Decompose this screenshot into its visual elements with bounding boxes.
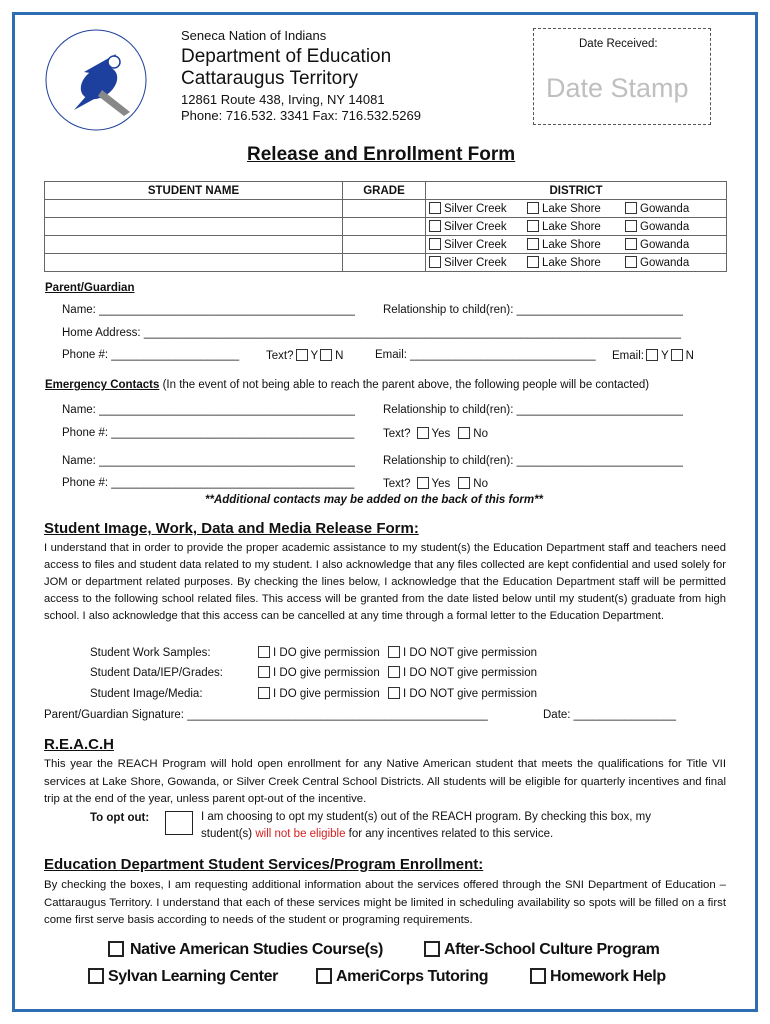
checkbox[interactable] <box>429 238 441 250</box>
services-heading: Education Department Student Services/Program Enrollment: <box>44 856 484 873</box>
checkbox[interactable] <box>527 202 539 214</box>
email-no-checkbox[interactable] <box>671 349 683 361</box>
checkbox[interactable] <box>527 256 539 268</box>
grade-cell[interactable] <box>343 254 426 272</box>
text-yes-checkbox[interactable] <box>296 349 308 361</box>
release-heading: Student Image, Work, Data and Media Release Form: <box>44 520 419 537</box>
checkbox[interactable] <box>527 220 539 232</box>
emergency2-phone-field[interactable]: Phone #: ______________________________________ <box>62 477 355 489</box>
service-sylvan-learning: Sylvan Learning Center <box>88 968 278 986</box>
parent-heading: Parent/Guardian <box>45 282 135 294</box>
services-body: By checking the boxes, I am requesting additional information about the services offered through the SNI Department of Education – Cattaraugus Territory. I understand that each of these services might be limited in scheduling availability so spots will be filled on a first come first serve basis according to needs of the student or programing requirements. <box>44 879 726 926</box>
reach-body: This year the REACH Program will hold open enrollment for any Native American student that meets the qualifications for Title VII services at Lake Shore, Gowanda, or Silver Creek Central School Districts. All students will be eligible for quarterly incentives and final trip at the end of the year, unless parent opt-out of the incentive. <box>44 758 726 805</box>
parent-name-field[interactable]: Name: ________________________________________ <box>62 304 355 316</box>
checkbox[interactable] <box>625 256 637 268</box>
grade-cell[interactable] <box>343 218 426 236</box>
table-row <box>45 254 727 272</box>
opt-out-line1: I am choosing to opt my student(s) out of the REACH program. By checking this box, my <box>201 811 651 823</box>
checkbox[interactable] <box>258 687 270 699</box>
grade-cell[interactable] <box>343 236 426 254</box>
additional-contacts-note: **Additional contacts may be added on the back of this form** <box>205 494 544 506</box>
form-title: Release and Enrollment Form <box>247 144 516 165</box>
territory-name: Cattaraugus Territory <box>181 68 359 89</box>
parent-phone-field[interactable]: Phone #: ____________________ <box>62 349 240 361</box>
home-address-field[interactable]: Home Address: ____________________________________________________________________________________ <box>62 327 682 339</box>
checkbox[interactable] <box>458 427 470 439</box>
checkbox[interactable] <box>388 646 400 658</box>
table-row <box>45 236 727 254</box>
service-after-school-culture: After-School Culture Program <box>424 941 660 959</box>
reach-heading: R.E.A.C.H <box>44 736 115 753</box>
text-no-checkbox[interactable] <box>320 349 332 361</box>
release-row-image: Student Image/Media: I DO give permission I DO NOT give permission <box>90 688 537 700</box>
date-stamp-placeholder: Date Stamp <box>546 73 689 103</box>
service-americorps-tutoring: AmeriCorps Tutoring <box>316 968 488 986</box>
checkbox[interactable] <box>429 202 441 214</box>
emergency2-relationship-field[interactable]: Relationship to child(ren): __________________________ <box>383 455 683 467</box>
address: 12861 Route 438, Irving, NY 14081 <box>181 92 385 107</box>
checkbox[interactable] <box>388 687 400 699</box>
release-row-work: Student Work Samples: I DO give permission I DO NOT give permission <box>90 647 537 659</box>
phone-fax: Phone: 716.532. 3341 Fax: 716.532.5269 <box>181 108 421 123</box>
district-cell: Silver Creek Lake Shore Gowanda <box>426 200 727 218</box>
student-name-cell[interactable] <box>45 254 343 272</box>
student-name-header: STUDENT NAME <box>45 182 343 200</box>
checkbox[interactable] <box>429 256 441 268</box>
emergency1-name-field[interactable]: Name: ________________________________________ <box>62 404 355 416</box>
parent-text-option: Text? Y N <box>266 350 344 362</box>
student-table <box>44 181 727 272</box>
district-cell: Silver Creek Lake Shore Gowanda <box>426 254 727 272</box>
district-header: DISTRICT <box>426 182 727 200</box>
student-name-cell[interactable] <box>45 218 343 236</box>
emergency-heading: Emergency Contacts (In the event of not being able to reach the parent above, the following people will be contacted) <box>45 379 650 391</box>
opt-out-line2: student(s) will not be eligible for any incentives related to this service. <box>201 828 554 840</box>
seal-logo <box>44 28 148 132</box>
parent-email-option: Email: Y N <box>612 350 694 362</box>
grade-header: GRADE <box>343 182 426 200</box>
checkbox[interactable] <box>388 666 400 678</box>
student-name-cell[interactable] <box>45 236 343 254</box>
checkbox[interactable] <box>458 477 470 489</box>
emergency1-phone-field[interactable]: Phone #: ______________________________________ <box>62 427 355 439</box>
signature-field[interactable]: Parent/Guardian Signature: _______________________________________________ <box>44 709 488 721</box>
release-body: I understand that in order to provide the proper academic assistance to my student(s) the Education Department staff and teachers need access to files and student data related to my student. I also acknowledge that any files collected are kept confidential and used solely for JOM or department related purposes. By checking the lines below, I acknowledge that the Education Department staff will be permitted access to the following school related files. This access will be granted from the date listed below until my student(s) graduate from high school. I also acknowledge that this access can be cancelled at any time through a formal letter to the Education Department. <box>44 542 726 622</box>
email-yes-checkbox[interactable] <box>646 349 658 361</box>
opt-out-checkbox[interactable] <box>165 811 193 835</box>
table-row <box>45 200 727 218</box>
grade-cell[interactable] <box>343 200 426 218</box>
checkbox[interactable] <box>527 238 539 250</box>
service-homework-help: Homework Help <box>530 968 666 986</box>
emergency2-text-option: Text? Yes No <box>383 478 488 490</box>
checkbox[interactable] <box>417 477 429 489</box>
checkbox[interactable] <box>316 968 332 984</box>
opt-out-label: To opt out: <box>90 812 150 824</box>
checkbox[interactable] <box>625 202 637 214</box>
release-row-data: Student Data/IEP/Grades: I DO give permission I DO NOT give permission <box>90 667 537 679</box>
checkbox[interactable] <box>108 941 124 957</box>
emergency1-relationship-field[interactable]: Relationship to child(ren): __________________________ <box>383 404 683 416</box>
checkbox[interactable] <box>429 220 441 232</box>
emergency1-text-option: Text? Yes No <box>383 428 488 440</box>
parent-email-field[interactable]: Email: _____________________________ <box>375 349 596 361</box>
district-cell: Silver Creek Lake Shore Gowanda <box>426 236 727 254</box>
date-stamp-box[interactable] <box>533 28 711 125</box>
emergency2-name-field[interactable]: Name: ________________________________________ <box>62 455 355 467</box>
district-cell: Silver Creek Lake Shore Gowanda <box>426 218 727 236</box>
org-name: Seneca Nation of Indians <box>181 28 327 43</box>
parent-relationship-field[interactable]: Relationship to child(ren): __________________________ <box>383 304 683 316</box>
checkbox[interactable] <box>530 968 546 984</box>
signature-date-field[interactable]: Date: ________________ <box>543 709 677 721</box>
checkbox[interactable] <box>417 427 429 439</box>
service-native-american-studies: Native American Studies Course(s) <box>108 941 383 959</box>
checkbox[interactable] <box>625 220 637 232</box>
checkbox[interactable] <box>424 941 440 957</box>
checkbox[interactable] <box>625 238 637 250</box>
table-row <box>45 218 727 236</box>
checkbox[interactable] <box>88 968 104 984</box>
date-received-label: Date Received: <box>579 38 658 50</box>
checkbox[interactable] <box>258 646 270 658</box>
student-name-cell[interactable] <box>45 200 343 218</box>
checkbox[interactable] <box>258 666 270 678</box>
department-name: Department of Education <box>181 46 392 67</box>
